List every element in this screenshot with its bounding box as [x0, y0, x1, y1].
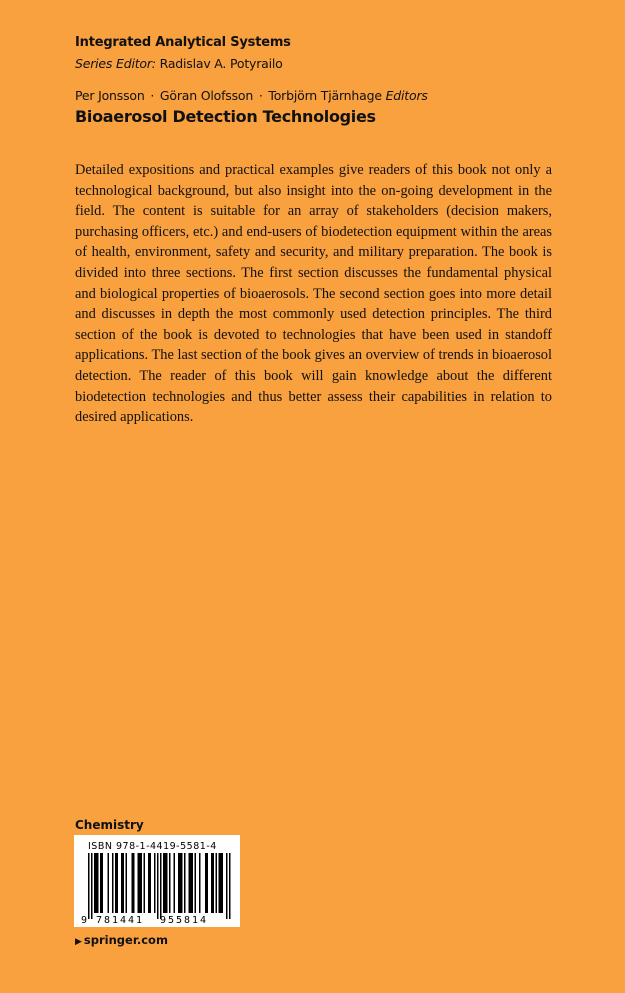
barcode-bar — [163, 853, 165, 913]
barcode-bar — [102, 853, 104, 913]
barcode-bar — [117, 853, 119, 913]
isbn-barcode — [74, 835, 240, 927]
barcode-bar — [195, 853, 197, 913]
barcode-bar — [220, 853, 222, 913]
ean-digit-first: 9 — [81, 915, 88, 926]
barcode-bar — [138, 853, 140, 913]
barcode-bar — [139, 853, 141, 913]
barcode-guard-bar — [91, 853, 93, 919]
barcode-bar — [189, 853, 191, 913]
subject-category: Chemistry — [75, 818, 144, 832]
barcode-bar — [213, 853, 215, 913]
barcode-bar — [166, 853, 168, 913]
barcode-guard-bar — [229, 853, 231, 919]
barcode-bar — [219, 853, 221, 913]
barcode-bar — [154, 853, 156, 913]
book-description: Detailed expositions and practical examples give readers of this book not only a technological background, but also insight into the on-going development in the field. The content is suitable for an array of stakeholders (decision makers, purchasing officers, etc.) and end-users of biodetection equipment within the areas of health, environment, safety and security, and military preparation. The book is divided into three sections. The first section discusses the fundamental physical and biological properties of bioaerosols. The second section goes into more detail and discusses in depth the most commonly used detection principles. The third section of the book is devoted to technologies that have been used in standoff applications. The last section of the book gives an overview of trends in bioaerosol detection. The reader of this book will gain knowledge about the different biodetection technologies and thus better assess their capabilities in relation to desired applications. — [75, 162, 552, 426]
editor-name: Torbjörn Tjärnhage — [268, 88, 382, 103]
barcode-bar — [181, 853, 183, 913]
editor-name: Per Jonsson — [75, 88, 145, 103]
barcode-bar — [123, 853, 125, 913]
editor-separator: · — [258, 88, 263, 103]
barcode-bar — [205, 853, 207, 913]
barcode-bar — [169, 853, 171, 913]
book-title: Bioaerosol Detection Technologies — [75, 107, 376, 126]
barcode-guard-bar — [157, 853, 159, 919]
arrow-right-icon: ▶ — [75, 937, 82, 947]
barcode-bar — [148, 853, 150, 913]
series-title: Integrated Analytical Systems — [75, 35, 291, 50]
barcode-bar — [211, 853, 213, 913]
barcode-bar — [184, 853, 186, 913]
barcode-bar — [94, 853, 96, 913]
barcode-bar — [216, 853, 218, 913]
barcode-guard-bar — [88, 853, 90, 919]
barcode-bar — [108, 853, 110, 913]
barcode-bar — [121, 853, 123, 913]
barcode-bar — [132, 853, 134, 913]
barcode-bar — [112, 853, 114, 913]
editor-separator: · — [150, 88, 155, 103]
barcode-bar — [96, 853, 98, 913]
publisher-link[interactable] — [75, 933, 168, 947]
barcode-bar — [150, 853, 152, 913]
barcode-bar — [100, 853, 102, 913]
barcode-bar — [144, 853, 146, 913]
series-editor-name: Radislav A. Potyrailo — [159, 56, 283, 71]
barcode-bar — [222, 853, 224, 913]
ean-digits-right: 955814 — [159, 915, 209, 926]
series-editor — [75, 56, 283, 71]
barcode-bar — [178, 853, 180, 913]
barcode-bar — [165, 853, 167, 913]
barcode-bar — [97, 853, 99, 913]
barcode-bar — [133, 853, 135, 913]
barcode-bar — [126, 853, 128, 913]
barcode-bar — [207, 853, 209, 913]
editors-role: Editors — [385, 88, 428, 103]
barcode-bar — [141, 853, 143, 913]
barcode-guard-bar — [226, 853, 228, 919]
barcode-bars — [88, 853, 231, 919]
barcode-bar — [199, 853, 201, 913]
ean-digits-left: 781441 — [95, 915, 145, 926]
barcode-bar — [174, 853, 176, 913]
editor-name: Göran Olofsson — [159, 88, 254, 103]
barcode-bar — [180, 853, 182, 913]
series-editor-role: Series Editor: — [75, 56, 156, 71]
barcode-guard-bar — [160, 853, 162, 919]
isbn-number: ISBN 978-1-4419-5581-4 — [88, 841, 217, 852]
barcode-bar — [115, 853, 117, 913]
barcode-bar — [190, 853, 192, 913]
publisher-url: springer.com — [83, 933, 168, 947]
editors-line — [75, 88, 428, 103]
barcode-bar — [192, 853, 194, 913]
